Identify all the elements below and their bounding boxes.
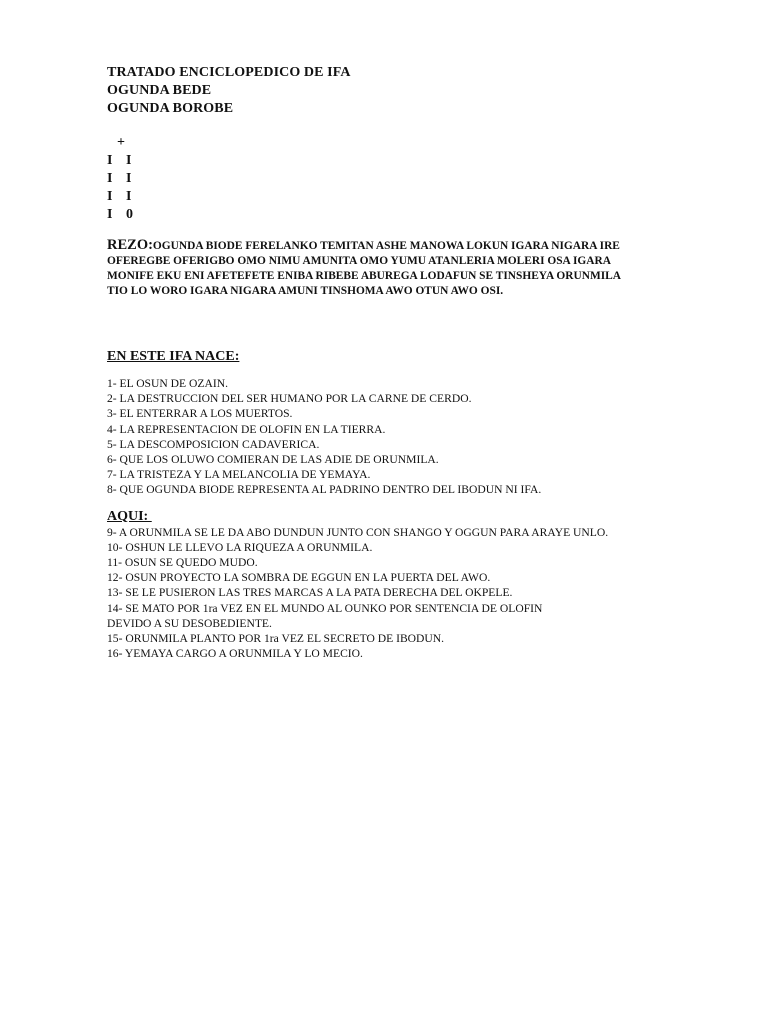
signo-name: OGUNDA BEDE (107, 83, 212, 98)
signature-right-mark: I (126, 171, 132, 186)
list-item: 3- EL ENTERRAR A LOS MUERTOS. (107, 407, 293, 421)
list-item: 8- QUE OGUNDA BIODE REPRESENTA AL PADRINO DENTRO DEL IBODUN NI IFA. (107, 483, 542, 497)
signature-right-mark: I (126, 153, 132, 168)
list-item: 5- LA DESCOMPOSICION CADAVERICA. (107, 437, 320, 451)
signature-left-mark: I (107, 189, 113, 204)
list-item: 12- OSUN PROYECTO LA SOMBRA DE EGGUN EN LA PUERTA DEL AWO. (107, 571, 491, 585)
list-item: 6- QUE LOS OLUWO COMIERAN DE LAS ADIE DE ORUNMILA. (107, 453, 439, 467)
signature-left-mark: I (107, 171, 113, 186)
signature-plus-mark: + (117, 135, 125, 150)
aqui-list (107, 525, 727, 662)
signo-alt-name: OGUNDA BOROBE (107, 101, 234, 116)
list-item: 16- YEMAYA CARGO A ORUNMILA Y LO MECIO. (107, 647, 363, 661)
list-item: 4- LA REPRESENTACION DE OLOFIN EN LA TIERRA. (107, 422, 386, 436)
list-item: 2- LA DESTRUCCION DEL SER HUMANO POR LA CARNE DE CERDO. (107, 392, 472, 406)
signature-mark-row (107, 134, 727, 152)
list-item: 10- OSHUN LE LLEVO LA RIQUEZA A ORUNMILA. (107, 540, 373, 554)
nace-list (107, 376, 727, 498)
list-item: 15- ORUNMILA PLANTO POR 1ra VEZ EL SECRETO DE IBODUN. (107, 632, 445, 646)
signature-right-mark: I (126, 189, 132, 204)
rezo-text: OGUNDA BIODE FERELANKO TEMITAN ASHE MANOWA LOKUN IGARA NIGARA IRE OFEREGBE OFERIGBO OMO NIMU AMUNITA OMO YUMU ATANLERIA MOLERI OSA IGARA MONIFE EKU ENI AFETEFETE ENIBA RIBEBE ABUREGA LODAFUN SE TINSHEYA ORUNMILA TIO LO WORO IGARA NIGARA AMUNI TINSHOMA AWO OTUN AWO OSI. (107, 240, 621, 297)
signature-row (107, 152, 727, 170)
signature-row (107, 206, 727, 224)
nace-section-title: EN ESTE IFA NACE: (107, 349, 240, 364)
list-item: 11- OSUN SE QUEDO MUDO. (107, 556, 258, 570)
aqui-section-title: AQUI: (107, 508, 152, 524)
odu-signature (107, 134, 727, 224)
document-page (107, 64, 727, 661)
signature-right-mark: 0 (126, 207, 133, 222)
signature-left-mark: I (107, 153, 113, 168)
title-block (107, 64, 727, 118)
list-item: 13- SE LE PUSIERON LAS TRES MARCAS A LA PATA DERECHA DEL OKPELE. (107, 586, 513, 600)
list-item: DEVIDO A SU DESOBEDIENTE. (107, 616, 272, 630)
rezo-paragraph (107, 238, 637, 299)
signature-row (107, 170, 727, 188)
list-item: 1- EL OSUN DE OZAIN. (107, 377, 228, 390)
signature-left-mark: I (107, 207, 113, 222)
list-item: 7- LA TRISTEZA Y LA MELANCOLIA DE YEMAYA. (107, 468, 371, 482)
signature-row (107, 188, 727, 206)
list-item: 14- SE MATO POR 1ra VEZ EN EL MUNDO AL OUNKO POR SENTENCIA DE OLOFIN (107, 601, 543, 615)
document-title: TRATADO ENCICLOPEDICO DE IFA (107, 65, 351, 80)
list-item: 9- A ORUNMILA SE LE DA ABO DUNDUN JUNTO CON SHANGO Y OGGUN PARA ARAYE UNLO. (107, 525, 609, 539)
rezo-label: REZO: (107, 237, 153, 253)
